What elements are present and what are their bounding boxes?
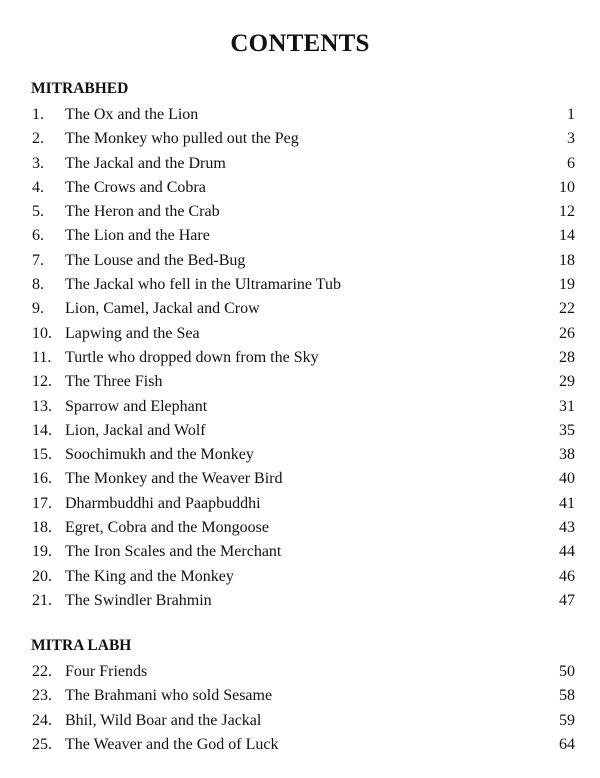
entry-number: 19. bbox=[32, 543, 52, 561]
entry-page-number: 6 bbox=[567, 154, 575, 172]
entry-title: The Jackal and the Drum bbox=[65, 154, 226, 172]
entry-number: 20. bbox=[32, 567, 52, 585]
entry-page-number: 47 bbox=[559, 591, 575, 609]
entry-page-number: 22 bbox=[559, 300, 575, 318]
entry-title: Four Friends bbox=[65, 663, 148, 680]
entry-number: 14. bbox=[32, 421, 52, 439]
toc-list bbox=[31, 660, 581, 757]
entry-number: 25. bbox=[32, 735, 52, 753]
entry-page-number: 59 bbox=[559, 711, 575, 729]
entry-number: 16. bbox=[32, 470, 52, 488]
toc-entry bbox=[31, 492, 581, 516]
entry-page-number: 58 bbox=[559, 687, 575, 705]
entry-page-number: 44 bbox=[559, 543, 575, 561]
entry-page-number: 28 bbox=[559, 348, 575, 366]
section-heading: MITRABHED bbox=[31, 80, 129, 97]
toc-entry bbox=[31, 419, 581, 443]
toc-entry bbox=[31, 395, 581, 419]
entry-number: 8. bbox=[32, 276, 44, 294]
entry-page-number: 3 bbox=[567, 130, 575, 148]
entry-number: 10. bbox=[32, 324, 52, 342]
entry-number: 22. bbox=[32, 663, 52, 680]
entry-title: The Swindler Brahmin bbox=[65, 591, 212, 609]
entry-page-number: 26 bbox=[559, 324, 575, 342]
entry-page-number: 43 bbox=[559, 519, 575, 537]
entry-number: 5. bbox=[32, 203, 44, 221]
toc-entry bbox=[31, 709, 581, 733]
entry-title: The King and the Monkey bbox=[65, 567, 234, 585]
section-heading: MITRA LABH bbox=[31, 637, 132, 654]
toc-entry bbox=[31, 684, 581, 708]
entry-number: 4. bbox=[32, 178, 44, 196]
entry-number: 11. bbox=[32, 348, 52, 366]
entry-page-number: 31 bbox=[559, 397, 575, 415]
entry-page-number: 19 bbox=[559, 276, 575, 294]
entry-title: The Louse and the Bed-Bug bbox=[65, 251, 246, 269]
entry-page-number: 64 bbox=[559, 735, 575, 753]
toc-entry bbox=[31, 249, 581, 273]
entry-title: The Monkey who pulled out the Peg bbox=[65, 130, 299, 148]
entry-page-number: 29 bbox=[559, 373, 575, 391]
entry-title: Dharmbuddhi and Paapbuddhi bbox=[65, 494, 261, 512]
toc-entry bbox=[31, 127, 581, 151]
entry-title: The Monkey and the Weaver Bird bbox=[65, 470, 283, 488]
entry-page-number: 1 bbox=[567, 106, 575, 123]
entry-number: 18. bbox=[32, 519, 52, 537]
toc-entry bbox=[31, 176, 581, 200]
toc-entry bbox=[31, 516, 581, 540]
toc-entry bbox=[31, 589, 581, 613]
entry-title: Sparrow and Elephant bbox=[65, 397, 208, 415]
entry-title: The Brahmani who sold Sesame bbox=[65, 687, 273, 705]
entry-title: Soochimukh and the Monkey bbox=[65, 446, 254, 464]
entry-number: 23. bbox=[32, 687, 52, 705]
page-title: CONTENTS bbox=[230, 30, 370, 57]
toc-entry bbox=[31, 443, 581, 467]
entry-title: The Iron Scales and the Merchant bbox=[65, 543, 282, 561]
toc-entry bbox=[31, 273, 581, 297]
toc-entry bbox=[31, 224, 581, 248]
entry-page-number: 10 bbox=[559, 178, 575, 196]
entry-title: The Ox and the Lion bbox=[65, 106, 199, 123]
toc-entry bbox=[31, 200, 581, 224]
toc-entry bbox=[31, 540, 581, 564]
entry-title: Lion, Jackal and Wolf bbox=[65, 421, 206, 439]
toc-entry bbox=[31, 467, 581, 491]
entry-number: 21. bbox=[32, 591, 52, 609]
entry-title: The Weaver and the God of Luck bbox=[65, 735, 279, 753]
entry-title: The Three Fish bbox=[65, 373, 163, 391]
section-mitrabhed bbox=[31, 79, 581, 613]
entry-page-number: 18 bbox=[559, 251, 575, 269]
entry-number: 17. bbox=[32, 494, 52, 512]
entry-title: Bhil, Wild Boar and the Jackal bbox=[65, 711, 262, 729]
entry-title: The Crows and Cobra bbox=[65, 178, 206, 196]
entry-number: 3. bbox=[32, 154, 44, 172]
entry-number: 9. bbox=[32, 300, 44, 318]
entry-page-number: 35 bbox=[559, 421, 575, 439]
entry-number: 15. bbox=[32, 446, 52, 464]
entry-title: Turtle who dropped down from the Sky bbox=[65, 348, 319, 366]
entry-title: Egret, Cobra and the Mongoose bbox=[65, 519, 269, 537]
entry-number: 6. bbox=[32, 227, 44, 245]
toc-entry bbox=[31, 322, 581, 346]
toc-entry bbox=[31, 565, 581, 589]
entry-title: Lapwing and the Sea bbox=[65, 324, 200, 342]
toc-entry bbox=[31, 103, 581, 127]
entry-page-number: 41 bbox=[559, 494, 575, 512]
entry-title: The Jackal who fell in the Ultramarine Tub bbox=[65, 276, 341, 294]
toc-list bbox=[31, 103, 581, 613]
toc-entry bbox=[31, 660, 581, 684]
entry-number: 7. bbox=[32, 251, 44, 269]
entry-page-number: 40 bbox=[559, 470, 575, 488]
section-mitra-labh bbox=[31, 636, 581, 757]
toc-entry bbox=[31, 370, 581, 394]
toc-entry bbox=[31, 297, 581, 321]
toc-entry bbox=[31, 152, 581, 176]
entry-page-number: 46 bbox=[559, 567, 575, 585]
entry-page-number: 12 bbox=[559, 203, 575, 221]
entry-number: 13. bbox=[32, 397, 52, 415]
toc-entry bbox=[31, 346, 581, 370]
entry-title: The Lion and the Hare bbox=[65, 227, 210, 245]
entry-page-number: 14 bbox=[559, 227, 575, 245]
entry-page-number: 38 bbox=[559, 446, 575, 464]
entry-number: 1. bbox=[32, 106, 44, 123]
entry-title: Lion, Camel, Jackal and Crow bbox=[65, 300, 260, 318]
entry-number: 12. bbox=[32, 373, 52, 391]
entry-page-number: 50 bbox=[559, 663, 575, 680]
entry-number: 2. bbox=[32, 130, 44, 148]
toc-entry bbox=[31, 733, 581, 757]
entry-number: 24. bbox=[32, 711, 52, 729]
entry-title: The Heron and the Crab bbox=[65, 203, 220, 221]
